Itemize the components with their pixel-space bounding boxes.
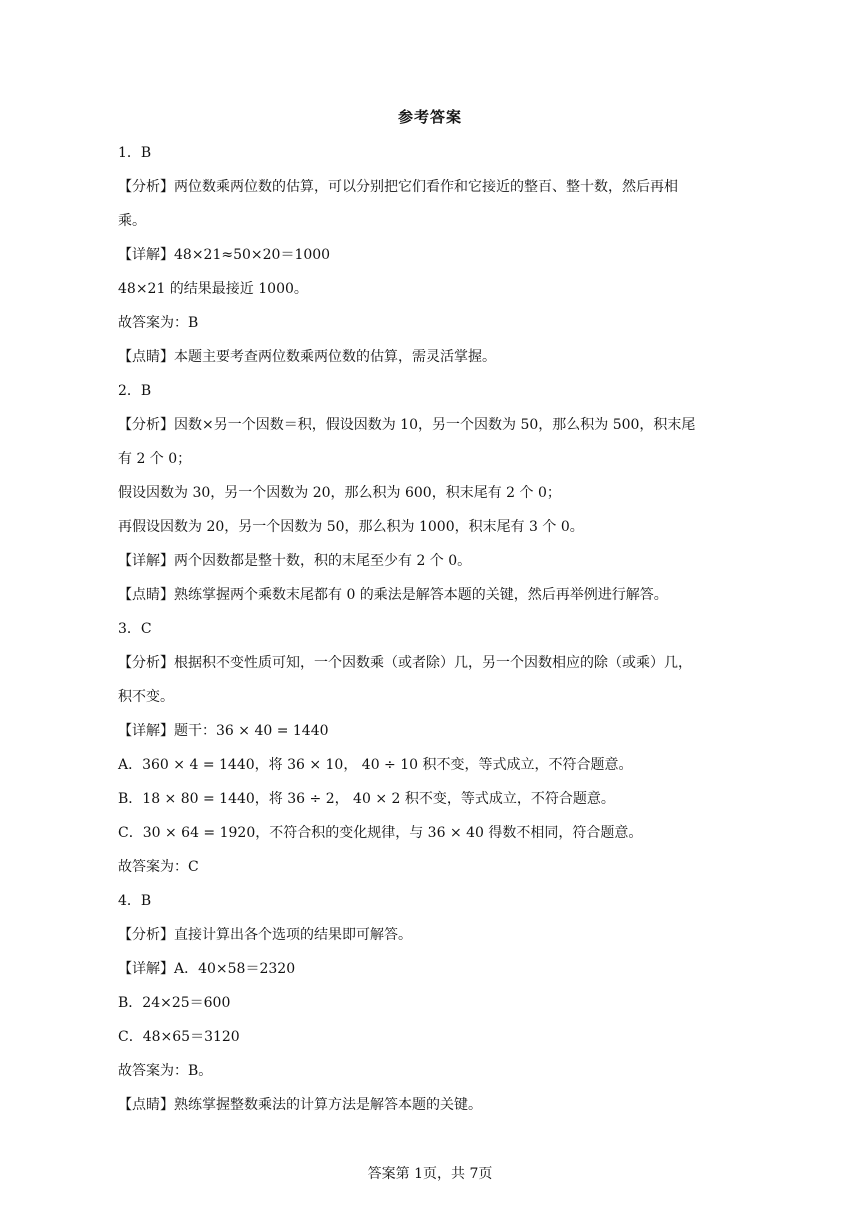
answer-line: 48×21 的结果最接近 1000。 xyxy=(118,281,308,297)
page-title: 参考答案 xyxy=(397,108,462,126)
answer-line: 4．B xyxy=(118,893,152,909)
page-footer: 答案第 1页，共 7页 xyxy=(367,1166,493,1182)
answer-line: 1．B xyxy=(118,145,152,161)
answer-line: 再假设因数为 20，另一个因数为 50，那么积为 1000，积末尾有 3 个 0。 xyxy=(118,519,584,535)
answer-line: A．360 × 4 = 1440，将 36 × 10， 40 ÷ 10 积不变，等式成立，不符合题意。 xyxy=(118,757,633,773)
answer-line: 假设因数为 30，另一个因数为 20，那么积为 600，积末尾有 2 个 0； xyxy=(118,485,561,501)
answer-line: 【详解】题干：36 × 40 = 1440 xyxy=(118,723,329,739)
answer-line: 有 2 个 0； xyxy=(118,451,192,467)
answer-line: 【点睛】熟练掌握整数乘法的计算方法是解答本题的关键。 xyxy=(118,1097,482,1113)
answer-line: C．30 × 64 = 1920，不符合积的变化规律，与 36 × 40 得数不相同，符合题意。 xyxy=(118,825,643,841)
answer-line: 【详解】A．40×58＝2320 xyxy=(118,961,296,977)
answer-line: 【分析】因数×另一个因数＝积，假设因数为 10，另一个因数为 50，那么积为 500，积末尾 xyxy=(118,417,696,433)
answer-line: C．48×65＝3120 xyxy=(118,1029,240,1045)
answer-line: 积不变。 xyxy=(118,689,174,705)
answer-line: 2．B xyxy=(118,383,152,399)
answer-line: 【分析】两位数乘两位数的估算，可以分别把它们看作和它接近的整百、整十数，然后再相 xyxy=(118,179,678,195)
answer-line: 【详解】48×21≈50×20＝1000 xyxy=(118,247,331,263)
answer-line: 故答案为：C xyxy=(118,859,199,875)
answer-line: 故答案为：B。 xyxy=(118,1063,213,1079)
answer-line: 【分析】根据积不变性质可知，一个因数乘（或者除）几，另一个因数相应的除（或乘）几， xyxy=(118,655,692,671)
answer-line: 【点睛】本题主要考查两位数乘两位数的估算，需灵活掌握。 xyxy=(118,349,496,365)
answer-line: 【详解】两个因数都是整十数，积的末尾至少有 2 个 0。 xyxy=(118,553,472,569)
answer-line: 【分析】直接计算出各个选项的结果即可解答。 xyxy=(118,927,412,943)
answer-line: B．18 × 80 = 1440，将 36 ÷ 2， 40 × 2 积不变，等式成立，不符合题意。 xyxy=(118,791,615,807)
answer-line: 乘。 xyxy=(118,213,146,229)
answer-line: 故答案为：B xyxy=(118,315,199,331)
answer-line: 3．C xyxy=(118,621,152,637)
answer-content xyxy=(118,136,748,1122)
answer-line: B．24×25＝600 xyxy=(118,995,231,1011)
answer-line: 【点睛】熟练掌握两个乘数末尾都有 0 的乘法是解答本题的关键，然后再举例进行解答。 xyxy=(118,587,668,603)
